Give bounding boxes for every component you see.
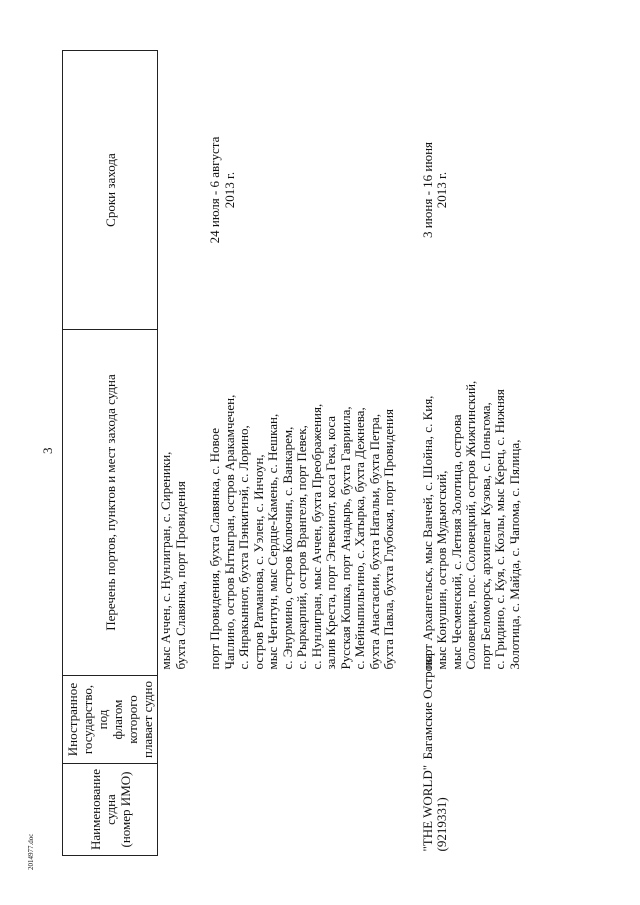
page-number: 3 <box>40 447 55 454</box>
port-line: Чаплино, остров Ыттыгран, остров Аракамчечен, <box>221 394 237 670</box>
cell-empty <box>158 51 191 330</box>
header-flag-line: флагом которого <box>110 695 140 744</box>
flag-cell <box>419 653 525 764</box>
ports-table <box>62 50 524 856</box>
date-line: 2013 г. <box>434 171 449 209</box>
port-line: порт Беломорск, архипелаг Кузова, с. Поньгома, <box>477 402 493 670</box>
table-row-block2 <box>206 51 399 856</box>
port-line: бухта Славянка, порт Провидения <box>172 481 188 670</box>
port-line: порт Провидения, бухта Славянка, с. Новое <box>207 428 222 670</box>
header-vessel-line: судна <box>102 794 118 825</box>
port-line: с. Янракыннот, бухта Пэнкигнэй, с. Лорино, <box>236 425 251 670</box>
table-gap <box>399 51 419 856</box>
cell-empty <box>206 676 399 764</box>
port-line: мыс Конушин, остров Мудьюгский, <box>434 470 449 670</box>
date-line: 24 июля - 6 августа <box>207 136 222 244</box>
cell-empty <box>206 764 399 856</box>
port-line: залив Креста, порт Эгвекинот, коса Гека, коса <box>323 415 338 670</box>
date-line: 3 июня - 16 июня <box>419 141 435 239</box>
port-line: порт Архангельск, мыс Ванчей, с. Шойна, с. Кия, <box>419 395 435 670</box>
ports-list <box>419 330 525 676</box>
table-header <box>63 51 158 856</box>
port-line: Соловецкие, пос. Соловецкий, остров Жижгинский, <box>463 380 478 670</box>
cell-empty <box>158 764 191 856</box>
port-line: с. Энурмино, остров Колючин, с. Ванкарем, <box>279 426 295 670</box>
header-flag-line: плавает судно <box>140 681 155 759</box>
port-line: с. Гридино, с. Куя, с. Козлы, мыс Керец, с. Нижняя <box>492 389 507 670</box>
vessel-name: "THE WORLD" <box>419 764 435 852</box>
port-line: Золотица, с. Майда, с. Чапома, с. Пялица, <box>506 439 522 670</box>
port-line: бухта Анастасии, бухта Натальи, бухта Петра, <box>366 413 382 670</box>
header-flag-line: Иностранное <box>65 682 80 757</box>
dates-cell <box>419 51 525 330</box>
port-line: бухта Павла, бухта Глубокая, порт Провидения <box>381 408 396 670</box>
header-vessel-line: Наименование <box>87 769 103 850</box>
header-ports: Перечень портов, пунктов и мест захода судна <box>63 330 158 676</box>
table-row-world <box>419 51 525 856</box>
dates-cell <box>206 51 399 330</box>
ports-list <box>206 330 399 676</box>
port-line: мыс Чегитун, мыс Сердце-Камень, с. Нешкан, <box>265 413 280 670</box>
flag-name: Багамские Острова <box>419 653 435 760</box>
rotated-page <box>62 51 558 856</box>
port-line: с. Нунлигран, мыс Аччен, бухта Преображения, <box>308 403 324 670</box>
port-line: Русская Кошка, порт Анадырь, бухта Гавриила, <box>337 406 353 670</box>
date-line: 2013 г. <box>221 171 237 209</box>
vessel-imo: (9219331) <box>434 797 449 852</box>
port-line: мыс Чесменский, с. Летняя Золотица, острова <box>448 414 464 670</box>
cell-empty <box>158 676 191 764</box>
table-gap <box>190 51 206 856</box>
port-line: с. Мейныпильгино, с. Хатырка, бухта Дежнева, <box>352 407 367 670</box>
table-row-continuation <box>158 51 191 856</box>
vessel-cell <box>419 764 525 856</box>
doc-file-name: 2014977.doc <box>27 833 35 870</box>
port-line: остров Ратманова, с. Уэлен, с. Инчоун, <box>250 454 266 670</box>
header-vessel <box>63 764 158 856</box>
port-line: с. Рыркарпий, остров Врангеля, порт Певек, <box>294 425 309 670</box>
header-flag-line: государство, под <box>80 684 110 755</box>
header-vessel-line: (номер ИМО) <box>117 771 133 848</box>
header-dates: Сроки захода <box>63 51 158 330</box>
port-line: мыс Аччен, с. Нунлигран, с. Сиреники, <box>158 451 173 670</box>
ports-continuation <box>158 330 191 676</box>
header-flag <box>63 676 158 764</box>
